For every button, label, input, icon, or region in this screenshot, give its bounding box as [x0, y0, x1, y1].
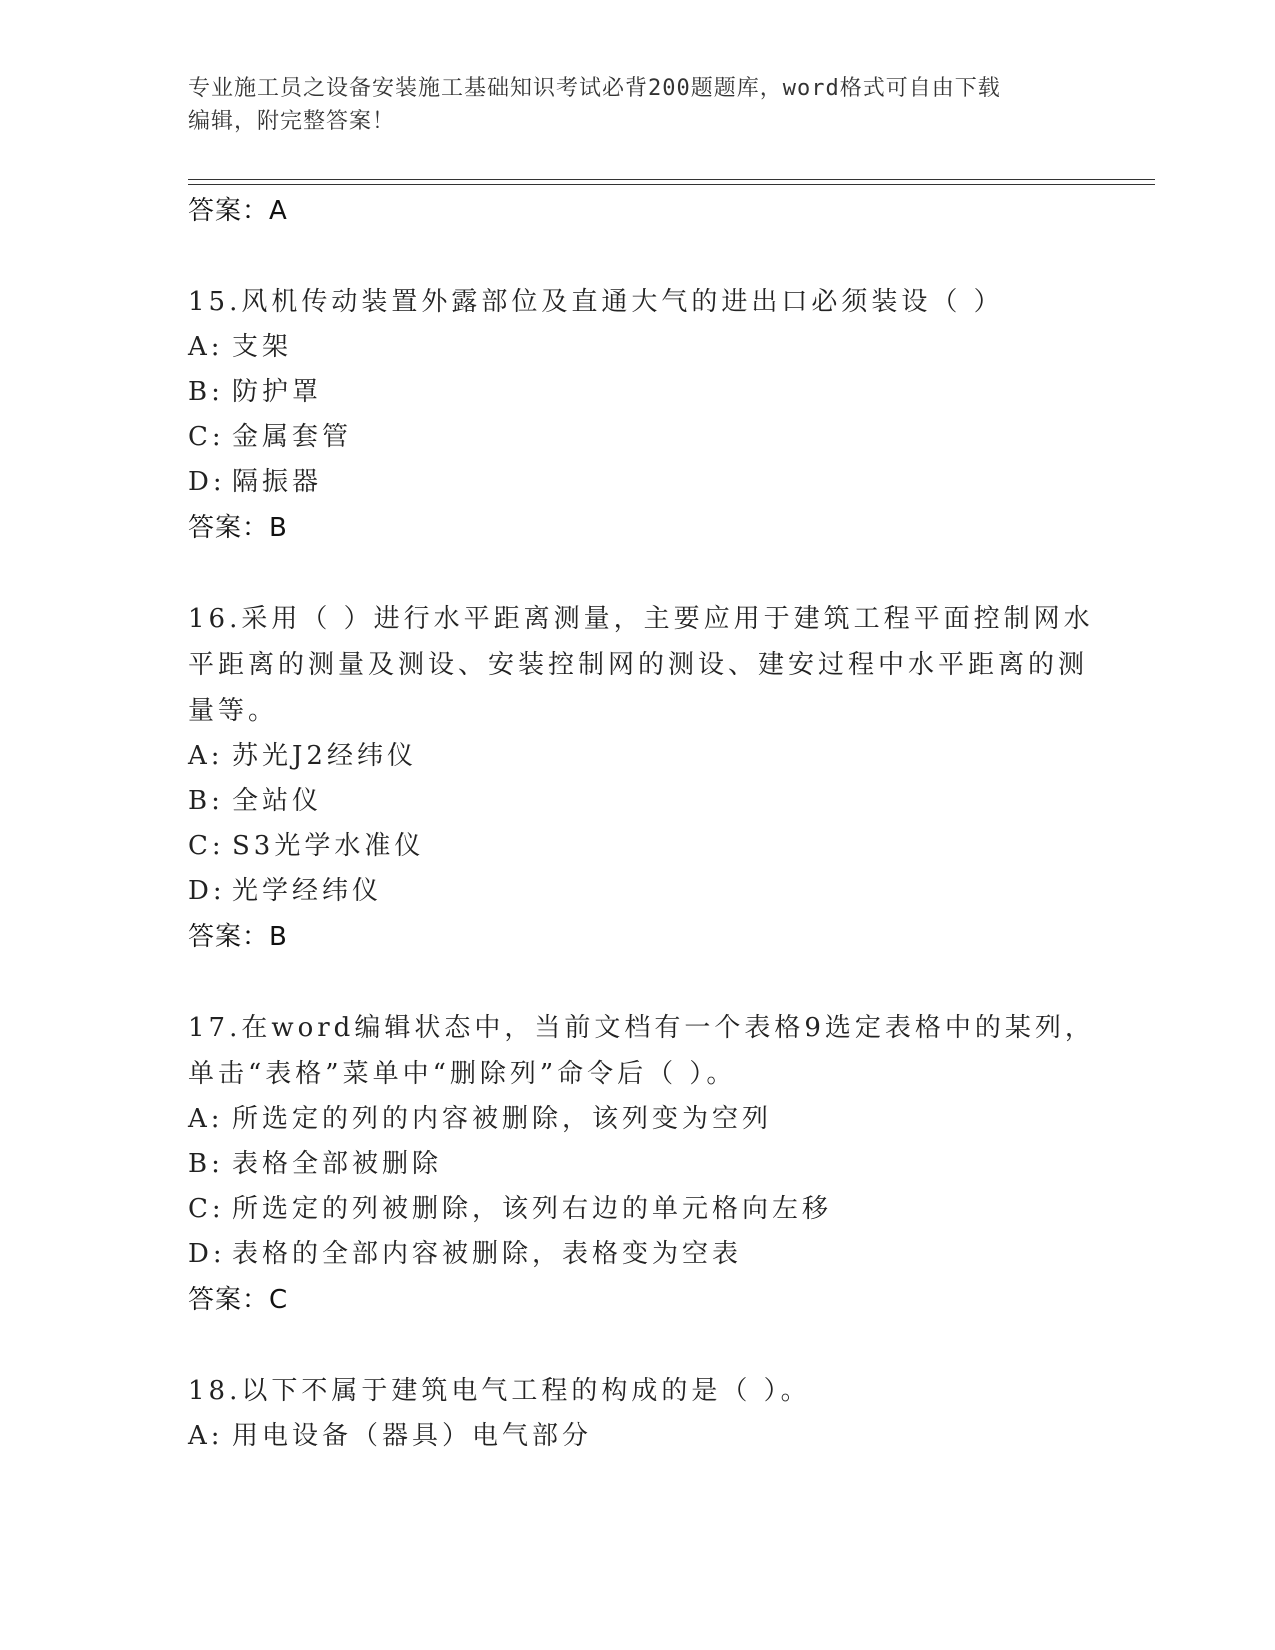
question-text: 单击“表格”菜单中“删除列”命令后（ ）。: [188, 1059, 737, 1089]
option-letter: A:: [188, 741, 224, 771]
option-b: [188, 1142, 1088, 1187]
option-b: [188, 370, 1088, 415]
option-text: 用电设备（器具）电气部分: [232, 1421, 593, 1451]
option-letter: D:: [188, 467, 226, 497]
option-letter: A:: [188, 1421, 224, 1451]
option-text: S3光学水准仪: [232, 831, 425, 861]
option-a: [188, 1097, 1088, 1142]
option-a: [188, 325, 1088, 370]
option-c: [188, 415, 1088, 460]
spacer: [188, 960, 1088, 1005]
question-block: [188, 1005, 1095, 1323]
document-body: [188, 188, 1095, 1459]
option-letter: B:: [188, 1149, 224, 1179]
option-letter: A:: [188, 332, 224, 362]
question-block: [188, 279, 1088, 551]
question-text: 量等。: [188, 696, 279, 726]
option-text: 金属套管: [232, 422, 353, 452]
option-text: 表格的全部内容被删除，表格变为空表: [232, 1239, 743, 1269]
question-text: 18.以下不属于建筑电气工程的构成的是（ ）。: [188, 1376, 811, 1406]
answer-line: 答案：B: [188, 922, 288, 952]
question-text: 平距离的测量及测设、安装控制网的测设、建安过程中水平距离的测: [188, 650, 1089, 680]
option-b: [188, 779, 1088, 824]
option-text: 隔振器: [232, 467, 323, 497]
question-block: [188, 596, 1094, 960]
header-divider-top: [188, 179, 1155, 180]
answer-line: 答案：C: [188, 1285, 289, 1315]
option-text: 苏光J2经纬仪: [232, 741, 417, 771]
option-d: [188, 869, 1088, 914]
option-text: 所选定的列的内容被删除，该列变为空列: [232, 1104, 773, 1134]
option-text: 所选定的列被删除，该列右边的单元格向左移: [232, 1194, 833, 1224]
header-line-1: 专业施工员之设备安装施工基础知识考试必背200题题库，word格式可自由下载: [188, 76, 1001, 101]
spacer: [188, 1323, 1088, 1368]
option-c: [188, 824, 1088, 869]
option-text: 光学经纬仪: [232, 876, 383, 906]
option-letter: B:: [188, 377, 224, 407]
question-text: 17.在word编辑状态中，当前文档有一个表格9选定表格中的某列，: [188, 1013, 1095, 1043]
answer-line: 答案：B: [188, 513, 288, 543]
question-text: 16.采用（ ）进行水平距离测量，主要应用于建筑工程平面控制网水: [188, 604, 1094, 634]
option-a: [188, 1414, 1088, 1459]
option-letter: A:: [188, 1104, 224, 1134]
header-line-2: 编辑，附完整答案！: [188, 109, 396, 134]
option-text: 表格全部被删除: [232, 1149, 443, 1179]
question-text: 15.风机传动装置外露部位及直通大气的进出口必须装设（ ）: [188, 287, 1004, 317]
option-letter: D:: [188, 876, 226, 906]
header-divider-bottom: [188, 184, 1155, 185]
spacer: [188, 234, 1088, 279]
answer-line: 答案：A: [188, 196, 288, 226]
option-d: [188, 460, 1088, 505]
option-text: 全站仪: [232, 786, 323, 816]
question-block: [188, 1368, 1088, 1459]
option-text: 防护罩: [232, 377, 323, 407]
page-header: [188, 72, 1068, 138]
option-letter: C:: [188, 422, 225, 452]
option-letter: C:: [188, 831, 225, 861]
option-letter: B:: [188, 786, 224, 816]
option-d: [188, 1232, 1088, 1277]
option-a: [188, 734, 1088, 779]
option-letter: C:: [188, 1194, 225, 1224]
option-letter: D:: [188, 1239, 226, 1269]
option-text: 支架: [232, 332, 293, 362]
option-c: [188, 1187, 1088, 1232]
spacer: [188, 551, 1088, 596]
